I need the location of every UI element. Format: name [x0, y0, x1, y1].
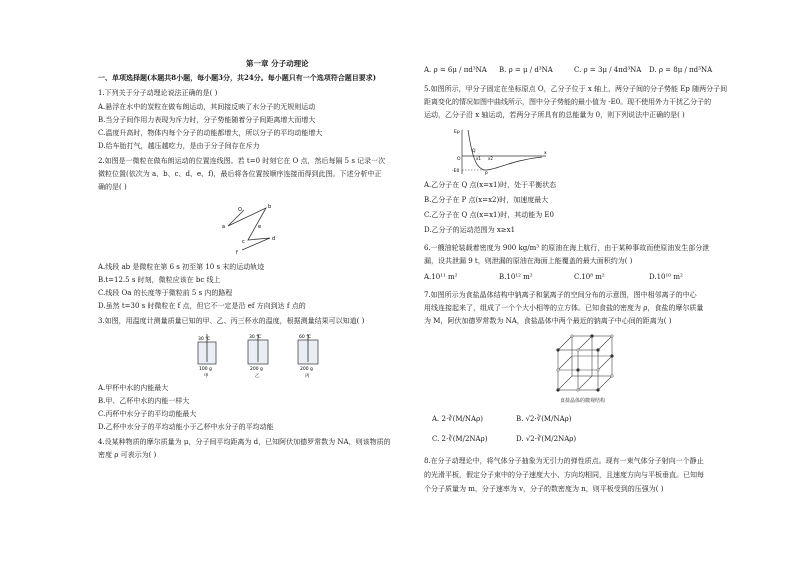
q3-option-a: A.甲杯中水的内能最大: [98, 384, 169, 392]
q7-option-b: B. √2·∛(M/NAρ): [516, 415, 572, 423]
q7-figure-caption: 食盐晶体的微观结构: [560, 398, 606, 404]
point-b-label: b: [268, 204, 272, 210]
q4-option-d: D. ρ = 8μ / πd³NA: [649, 66, 713, 74]
salt-crystal-figure: [552, 332, 622, 392]
p-label: P: [485, 172, 488, 176]
e0-label: -E0: [452, 169, 460, 174]
q7-stem-line3: 为 M，阿伏加德罗常数为 NA，食盐晶体中两个最近的钠离子中心间的距离为( ): [424, 317, 672, 325]
q8-stem-line3: 个分子质量为 m，分子速率为 v，分子的数密度为 n，则平板受到的压强为( ): [424, 485, 664, 493]
q5-option-a: A.乙分子在 Q 点(x=x1)时，处于平衡状态: [424, 181, 557, 189]
q3-option-c: C.丙杯中水分子的平均动能最大: [98, 410, 197, 418]
brownian-path-figure: [218, 198, 288, 256]
section-heading: 一、单项选择题(本题共8小题，每小题3分，共24分。每小题只有一个选项符合题目要求): [98, 73, 377, 82]
cup-yi: [248, 334, 268, 378]
q4-option-a: A. ρ = 6μ / πd³NA: [424, 66, 487, 74]
q7-stem-line1: 7.如图所示为食盐晶体结构中钠离子和氯离子的空间分布的示意图，图中相邻离子的中心: [424, 291, 697, 299]
q1-option-c: C.温度升高时，物体内每个分子的动能都增大，所以分子的平均动能增大: [98, 129, 323, 137]
q2-option-d: D.虽然 t=30 s 时微粒在 f 点，但它不一定是沿 ef 方向到达 f 点的: [98, 302, 306, 310]
q5-option-b: B.乙分子在 P 点(x=x2)时，加速度最大: [424, 196, 549, 204]
ep-label: Ep: [454, 130, 460, 135]
q6-option-d: D.10¹⁰ m²: [649, 273, 683, 281]
point-a-label: a: [222, 224, 226, 230]
q1-stem: 1.下列关于分子动理论说法正确的是( ): [98, 89, 218, 97]
q1-option-a: A.悬浮在水中的炭粒在做布朗运动，其间接反映了水分子的无规则运动: [98, 103, 316, 111]
q7-option-d: D. √2·∛(M/2NAρ): [516, 435, 577, 443]
point-e-label: e: [258, 224, 262, 230]
q4-stem-line1: 4.设某种物质的摩尔质量为 μ，分子间平均距离为 d，已知阿伏加德罗常数为 NA，则该物质的: [98, 438, 391, 446]
q2-stem-line2: 微粒位置(依次为 a、b、c、d、e、f)，最后将各位置按顺序连接而得到此图。下述分析中正: [98, 170, 382, 178]
thermometer-cups-figure: [190, 332, 330, 378]
q5-stem-line2: 距离变化的情况如图中曲线所示，图中分子势能的最小值为 -E0。现不使用外力干扰乙分子的: [424, 98, 712, 106]
point-d-label: d: [272, 236, 276, 242]
q7-stem-line2: 用线连接起来了，组成了一个个大小相等的立方体。已知食盐的密度为 ρ，食盐的摩尔质量: [424, 304, 704, 312]
q4-option-c: C. ρ = 3μ / 4πd³NA: [574, 66, 642, 74]
x-label: x: [544, 151, 547, 156]
svg-text:30 ℃: 30 ℃: [249, 335, 262, 340]
q6-options: [424, 272, 724, 283]
q2-option-a: A.线段 ab 是微粒在第 6 s 初至第 10 s 末的运动轨迹: [98, 263, 265, 271]
cup-jia: [198, 334, 216, 378]
q6-option-b: B.10¹² m²: [499, 273, 533, 281]
q2-option-b: B.t=12.5 s 时刻，微粒应该在 bc 线上: [98, 276, 221, 284]
svg-text:200 g: 200 g: [250, 367, 263, 372]
potential-energy-graph: [452, 126, 552, 176]
point-c-label: c: [242, 239, 245, 245]
q8-stem-line1: 8.在分子动理论中，将气体分子抽象为无引力的弹性质点。现有一束气体分子射向一个静止: [424, 457, 704, 465]
q1-option-b: B.当分子间作用力表现为斥力时，分子势能随着分子间距离增大而增大: [98, 116, 316, 124]
q4-options: [424, 65, 724, 76]
x1-label: x1: [476, 156, 481, 161]
q6-option-c: C.10⁸ m²: [574, 273, 605, 281]
q6-option-a: A.10¹¹ m²: [424, 273, 458, 281]
origin-label: O: [457, 157, 461, 162]
q-label: Q: [472, 149, 476, 154]
point-o-label: O: [238, 207, 242, 213]
ep-curve: [468, 130, 542, 170]
q3-option-d: D.乙杯中水分子的平均动能小于乙杯中水分子的平均动能: [98, 423, 274, 431]
q5-option-c: C.乙分子在 Q 点(x=x1)时，其动能为 E0: [424, 211, 554, 219]
q6-stem-line2: 漏，设共泄漏 9 t，则泄漏的原油在海面上能覆盖的最大面积约为( ): [424, 257, 633, 265]
svg-text:30 ℃: 30 ℃: [198, 337, 211, 342]
q6-stem-line1: 6.一艘油轮装载着密度为 900 kg/m³ 的原油在海上航行，由于某种事故而使原油发生部分泄: [424, 244, 710, 252]
svg-text:乙: 乙: [255, 374, 260, 378]
q3-option-b: B.甲、乙杯中水的内能一样大: [98, 397, 190, 405]
q2-stem-line3: 确的是( ): [98, 183, 127, 191]
q2-option-c: C.线段 Oa 的长度等于微粒前 5 s 内的路程: [98, 289, 233, 297]
q2-stem-line1: 2.如图是一微粒在做布朗运动的位置连线图。若 t=0 时刻它在 O 点，然后每隔 5 s 记录一次: [98, 157, 386, 165]
q8-stem-line2: 的光滑平板，假定分子束中的分子速度大小、方向均相同，且速度方向与平板垂直。已知每: [424, 471, 704, 479]
q5-option-d: D.乙分子的运动范围为 x≥x1: [424, 226, 516, 234]
q7-option-c: C. 2·∛(M/2NAρ): [432, 435, 488, 443]
svg-text:100 g: 100 g: [199, 367, 212, 372]
x2-label: x2: [488, 156, 493, 161]
svg-text:甲: 甲: [204, 374, 209, 378]
q7-option-a: A. 2·∛(M/NAρ): [432, 415, 483, 423]
point-f-label: f: [236, 250, 238, 256]
q5-stem-line1: 5.如图所示，甲分子固定在坐标原点 O，乙分子位于 x 轴上，两分子间的分子势能 Ep 随两分子间: [424, 85, 728, 93]
svg-text:60 ℃: 60 ℃: [299, 335, 312, 340]
q3-stem: 3.如图，用温度计测量质量已知的甲、乙、丙三杯水的温度，根据测量结果可以知道( ): [98, 317, 365, 325]
q4-option-b: B. ρ = μ / d³NA: [499, 66, 553, 74]
page-title: 第一章 分子动理论: [246, 59, 309, 68]
q5-stem-line3: 运动，乙分子沿 x 轴运动，若两分子所具有的总能量为 0，则下列说法中正确的是( ): [424, 111, 685, 119]
svg-text:丙: 丙: [305, 374, 310, 378]
cup-bing: [298, 334, 318, 378]
q1-option-d: D.给车胎打气，越压越吃力，是由于分子间存在斥力: [98, 142, 260, 150]
q4-stem-line2: 密度 ρ 可表示为( ): [98, 451, 157, 459]
svg-text:200 g: 200 g: [300, 367, 313, 372]
